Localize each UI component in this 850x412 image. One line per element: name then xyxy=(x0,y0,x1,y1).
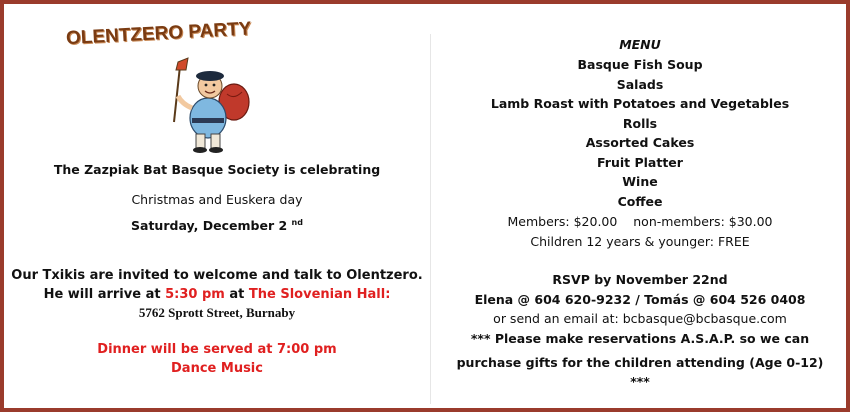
venue-name: The Slovenian Hall: xyxy=(248,287,391,302)
reservation-notice-line1: *** Please make reservations A.S.A.P. so we can xyxy=(470,331,810,346)
dance-music-line: Dance Music xyxy=(171,361,263,376)
event-date xyxy=(4,218,430,233)
arrival-at: at xyxy=(229,287,245,302)
menu-item: Wine xyxy=(622,174,658,189)
column-divider xyxy=(430,34,431,404)
venue-address: 5762 Sprott Street, Burnaby xyxy=(138,305,296,320)
price-line xyxy=(432,214,848,229)
rsvp-deadline: RSVP by November 22nd xyxy=(552,272,728,287)
children-price: Children 12 years & younger: FREE xyxy=(530,234,750,249)
menu-item: Fruit Platter xyxy=(597,155,683,170)
invite-line: Our Txikis are invited to welcome and talk to Olentzero. xyxy=(11,268,423,283)
menu-item: Salads xyxy=(616,77,664,92)
dinner-line: Dinner will be served at 7:00 pm xyxy=(97,342,337,357)
menu-item: Rolls xyxy=(622,116,658,131)
event-date-suffix: nd xyxy=(291,218,303,227)
arrival-time: 5:30 pm xyxy=(165,287,225,302)
party-title: OLENTZERO PARTY xyxy=(65,18,252,50)
menu-item: Assorted Cakes xyxy=(585,135,695,150)
menu-item: Lamb Roast with Potatoes and Vegetables xyxy=(490,96,790,111)
reservation-notice-line2: purchase gifts for the children attending (Age 0-12) xyxy=(456,355,824,370)
reservation-notice-line3: *** xyxy=(630,374,650,389)
menu-heading: MENU xyxy=(619,37,661,52)
rsvp-email: or send an email at: bcbasque@bcbasque.com xyxy=(493,311,787,326)
olentzero-mascot-icon xyxy=(172,56,250,154)
arrival-prefix: He will arrive at xyxy=(43,287,161,302)
society-line: The Zazpiak Bat Basque Society is celebrating xyxy=(53,162,381,177)
rsvp-contacts: Elena @ 604 620-9232 / Tomás @ 604 526 0408 xyxy=(474,292,806,307)
occasion-line: Christmas and Euskera day xyxy=(131,192,303,207)
arrival-line xyxy=(4,287,430,302)
menu-item: Basque Fish Soup xyxy=(577,57,703,72)
event-date-text: Saturday, December 2 xyxy=(131,218,288,234)
menu-item: Coffee xyxy=(617,194,663,209)
members-price: Members: $20.00 xyxy=(507,214,618,229)
nonmembers-price: non-members: $30.00 xyxy=(633,214,773,229)
